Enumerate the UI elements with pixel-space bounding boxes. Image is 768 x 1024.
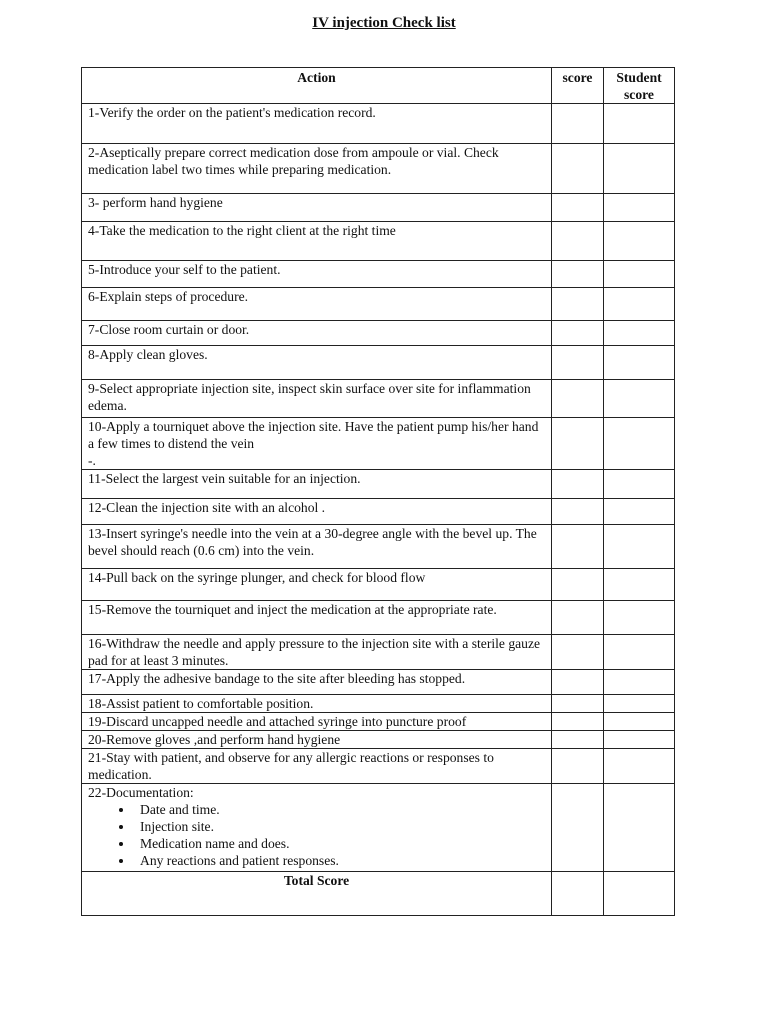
action-cell: 9-Select appropriate injection site, inspect skin surface over site for inflammation edema. <box>82 380 552 418</box>
student-score-cell[interactable] <box>604 749 675 784</box>
score-cell[interactable] <box>552 695 604 713</box>
action-cell: 8-Apply clean gloves. <box>82 346 552 380</box>
student-score-cell[interactable] <box>604 670 675 695</box>
student-score-cell[interactable] <box>604 418 675 470</box>
documentation-row <box>82 784 675 872</box>
student-score-cell[interactable] <box>604 321 675 346</box>
action-cell: 1-Verify the order on the patient's medication record. <box>82 104 552 144</box>
student-score-cell[interactable] <box>604 470 675 499</box>
action-cell: 20-Remove gloves ,and perform hand hygiene <box>82 731 552 749</box>
table-row <box>82 713 675 731</box>
table-row <box>82 288 675 321</box>
checklist-table <box>81 67 675 916</box>
student-score-cell[interactable] <box>604 601 675 635</box>
score-cell[interactable] <box>552 194 604 222</box>
score-cell[interactable] <box>552 144 604 194</box>
student-score-cell[interactable] <box>604 104 675 144</box>
score-cell[interactable] <box>552 346 604 380</box>
student-score-cell[interactable] <box>604 525 675 569</box>
score-cell[interactable] <box>552 731 604 749</box>
action-cell: 19-Discard uncapped needle and attached syringe into puncture proof <box>82 713 552 731</box>
documentation-cell <box>82 784 552 872</box>
table-row <box>82 731 675 749</box>
table-row <box>82 695 675 713</box>
documentation-list <box>88 801 545 869</box>
student-score-cell[interactable] <box>604 499 675 525</box>
score-cell[interactable] <box>552 713 604 731</box>
total-row <box>82 872 675 916</box>
student-score-cell[interactable] <box>604 569 675 601</box>
table-row <box>82 499 675 525</box>
table-row <box>82 194 675 222</box>
score-cell[interactable] <box>552 418 604 470</box>
table-row <box>82 635 675 670</box>
documentation-item: • Date and time. <box>134 801 545 818</box>
score-cell[interactable] <box>552 499 604 525</box>
action-cell: 13-Insert syringe's needle into the vein at a 30-degree angle with the bevel up. The bevel should reach (0.6 cm) into the vein. <box>82 525 552 569</box>
table-row <box>82 104 675 144</box>
student-score-cell[interactable] <box>604 380 675 418</box>
student-score-cell[interactable] <box>604 144 675 194</box>
score-cell[interactable] <box>552 749 604 784</box>
score-cell[interactable] <box>552 670 604 695</box>
table-row <box>82 321 675 346</box>
student-score-cell[interactable] <box>604 695 675 713</box>
score-cell[interactable] <box>552 784 604 872</box>
score-cell[interactable] <box>552 380 604 418</box>
action-cell: 11-Select the largest vein suitable for an injection. <box>82 470 552 499</box>
total-score-cell[interactable] <box>552 872 604 916</box>
table-row <box>82 261 675 288</box>
action-cell: 7-Close room curtain or door. <box>82 321 552 346</box>
student-score-header: Student score <box>604 68 675 104</box>
score-header: score <box>552 68 604 104</box>
action-cell: 21-Stay with patient, and observe for any allergic reactions or responses to medication. <box>82 749 552 784</box>
action-cell: 2-Aseptically prepare correct medication dose from ampoule or vial. Check medication label two times while preparing medication. <box>82 144 552 194</box>
action-cell: 4-Take the medication to the right client at the right time <box>82 222 552 261</box>
header-row <box>82 68 675 104</box>
score-cell[interactable] <box>552 569 604 601</box>
student-score-cell[interactable] <box>604 784 675 872</box>
table-row <box>82 601 675 635</box>
action-cell: 18-Assist patient to comfortable position. <box>82 695 552 713</box>
documentation-item: • Medication name and does. <box>134 835 545 852</box>
table-row <box>82 144 675 194</box>
student-score-cell[interactable] <box>604 346 675 380</box>
documentation-item: • Any reactions and patient responses. <box>134 852 545 869</box>
score-cell[interactable] <box>552 222 604 261</box>
total-score-label: Total Score <box>82 872 552 916</box>
documentation-item: • Injection site. <box>134 818 545 835</box>
documentation-label: 22-Documentation: <box>88 785 194 800</box>
action-cell: 16-Withdraw the needle and apply pressure to the injection site with a sterile gauze pad for at least 3 minutes. <box>82 635 552 670</box>
score-cell[interactable] <box>552 321 604 346</box>
table-row <box>82 569 675 601</box>
table-row <box>82 346 675 380</box>
table-row <box>82 470 675 499</box>
action-cell: 14-Pull back on the syringe plunger, and check for blood flow <box>82 569 552 601</box>
table-row <box>82 749 675 784</box>
student-score-cell[interactable] <box>604 635 675 670</box>
student-score-cell[interactable] <box>604 713 675 731</box>
page-title: IV injection Check list <box>312 15 456 31</box>
total-student-score-cell[interactable] <box>604 872 675 916</box>
student-score-cell[interactable] <box>604 222 675 261</box>
score-cell[interactable] <box>552 104 604 144</box>
action-cell: 12-Clean the injection site with an alcohol . <box>82 499 552 525</box>
table-row <box>82 380 675 418</box>
action-cell: 3- perform hand hygiene <box>82 194 552 222</box>
student-score-cell[interactable] <box>604 261 675 288</box>
score-cell[interactable] <box>552 288 604 321</box>
table-row <box>82 222 675 261</box>
score-cell[interactable] <box>552 601 604 635</box>
action-cell: 6-Explain steps of procedure. <box>82 288 552 321</box>
score-cell[interactable] <box>552 635 604 670</box>
student-score-cell[interactable] <box>604 194 675 222</box>
action-cell: 17-Apply the adhesive bandage to the site after bleeding has stopped. <box>82 670 552 695</box>
student-score-cell[interactable] <box>604 731 675 749</box>
action-cell: 10-Apply a tourniquet above the injection site. Have the patient pump his/her hand a few times to distend the vein -. <box>82 418 552 470</box>
student-score-cell[interactable] <box>604 288 675 321</box>
score-cell[interactable] <box>552 470 604 499</box>
table-row <box>82 670 675 695</box>
action-header: Action <box>82 68 552 104</box>
table-row <box>82 418 675 470</box>
action-cell: 15-Remove the tourniquet and inject the medication at the appropriate rate. <box>82 601 552 635</box>
score-cell[interactable] <box>552 261 604 288</box>
score-cell[interactable] <box>552 525 604 569</box>
action-cell: 5-Introduce your self to the patient. <box>82 261 552 288</box>
table-row <box>82 525 675 569</box>
